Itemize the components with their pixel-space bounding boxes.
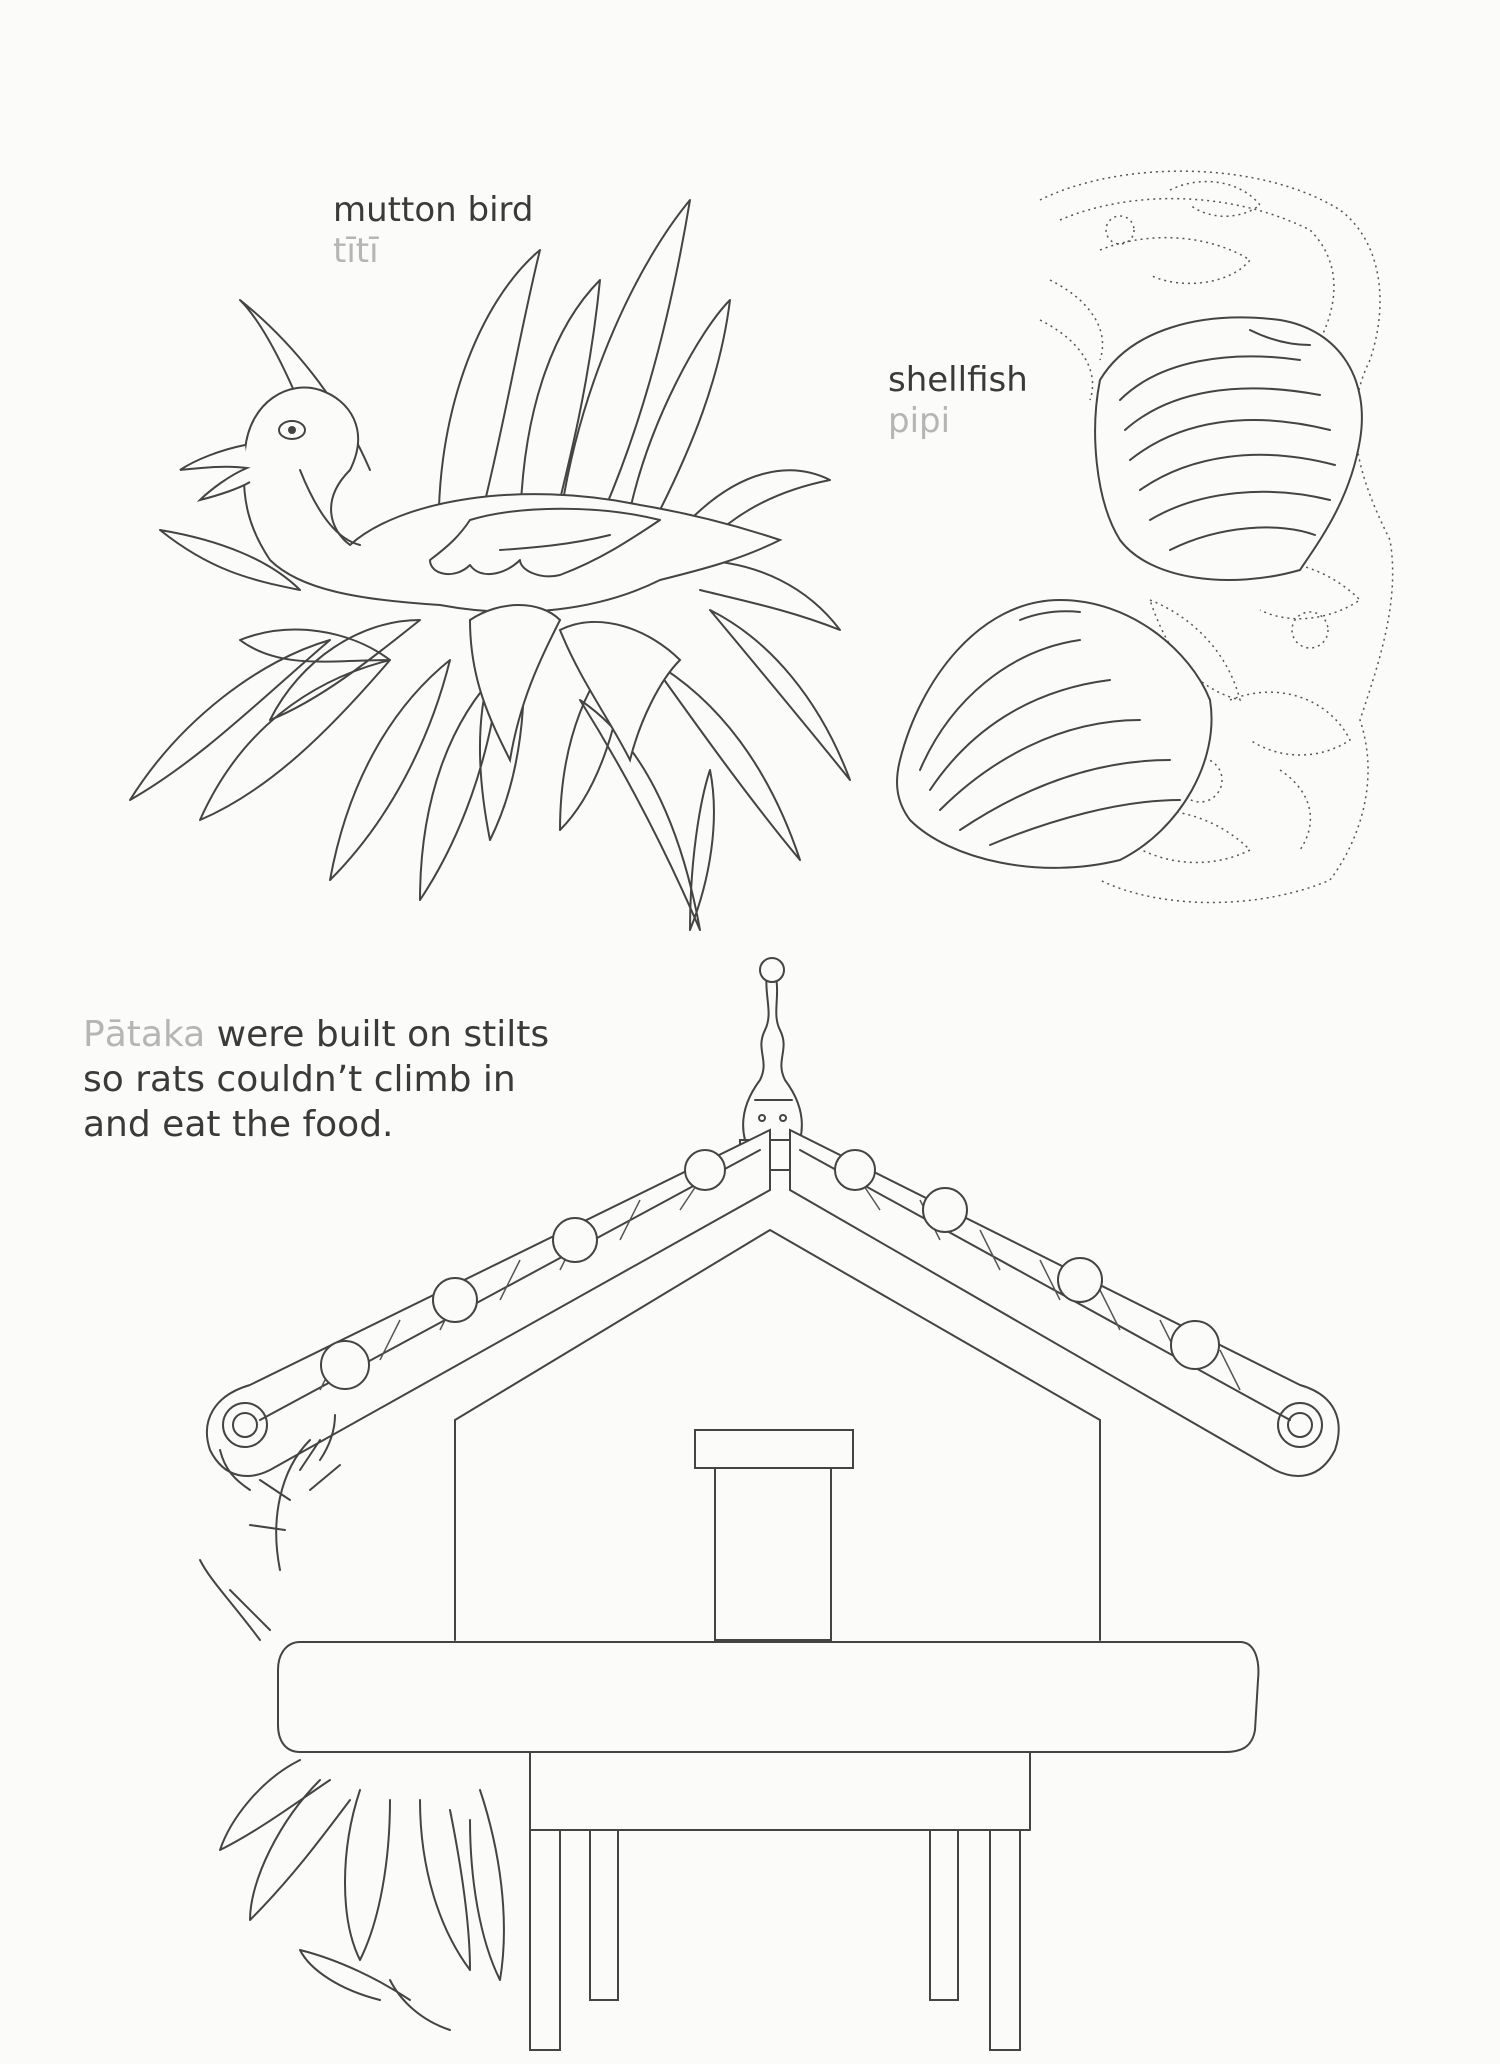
barge-board-right: [790, 1130, 1339, 1476]
door: [715, 1468, 831, 1640]
pataka-caption-line-2: so rats couldn’t climb in: [83, 1059, 516, 1100]
lintel: [695, 1430, 853, 1468]
stilts: [530, 1752, 1030, 2050]
pipi-illustration: [897, 171, 1393, 902]
mutton-bird-english: mutton bird: [333, 190, 534, 230]
pataka-word: Pātaka: [83, 1014, 206, 1055]
pataka-illustration: [200, 958, 1339, 2050]
mutton-bird: [180, 388, 780, 612]
pipi-shell-lower: [897, 600, 1212, 868]
mutton-bird-illustration: [130, 200, 850, 930]
barge-board-left: [207, 1130, 770, 1476]
shellfish-maori: pipi: [888, 400, 951, 441]
pataka-caption-line-1-rest: were built on stilts: [205, 1014, 550, 1055]
mutton-bird-maori: tītī: [333, 230, 379, 271]
platform: [278, 1642, 1258, 1752]
pipi-shell-upper: [1095, 318, 1362, 581]
shellfish-english: shellfish: [888, 360, 1028, 400]
pataka-caption-line-3: and eat the food.: [83, 1104, 394, 1145]
